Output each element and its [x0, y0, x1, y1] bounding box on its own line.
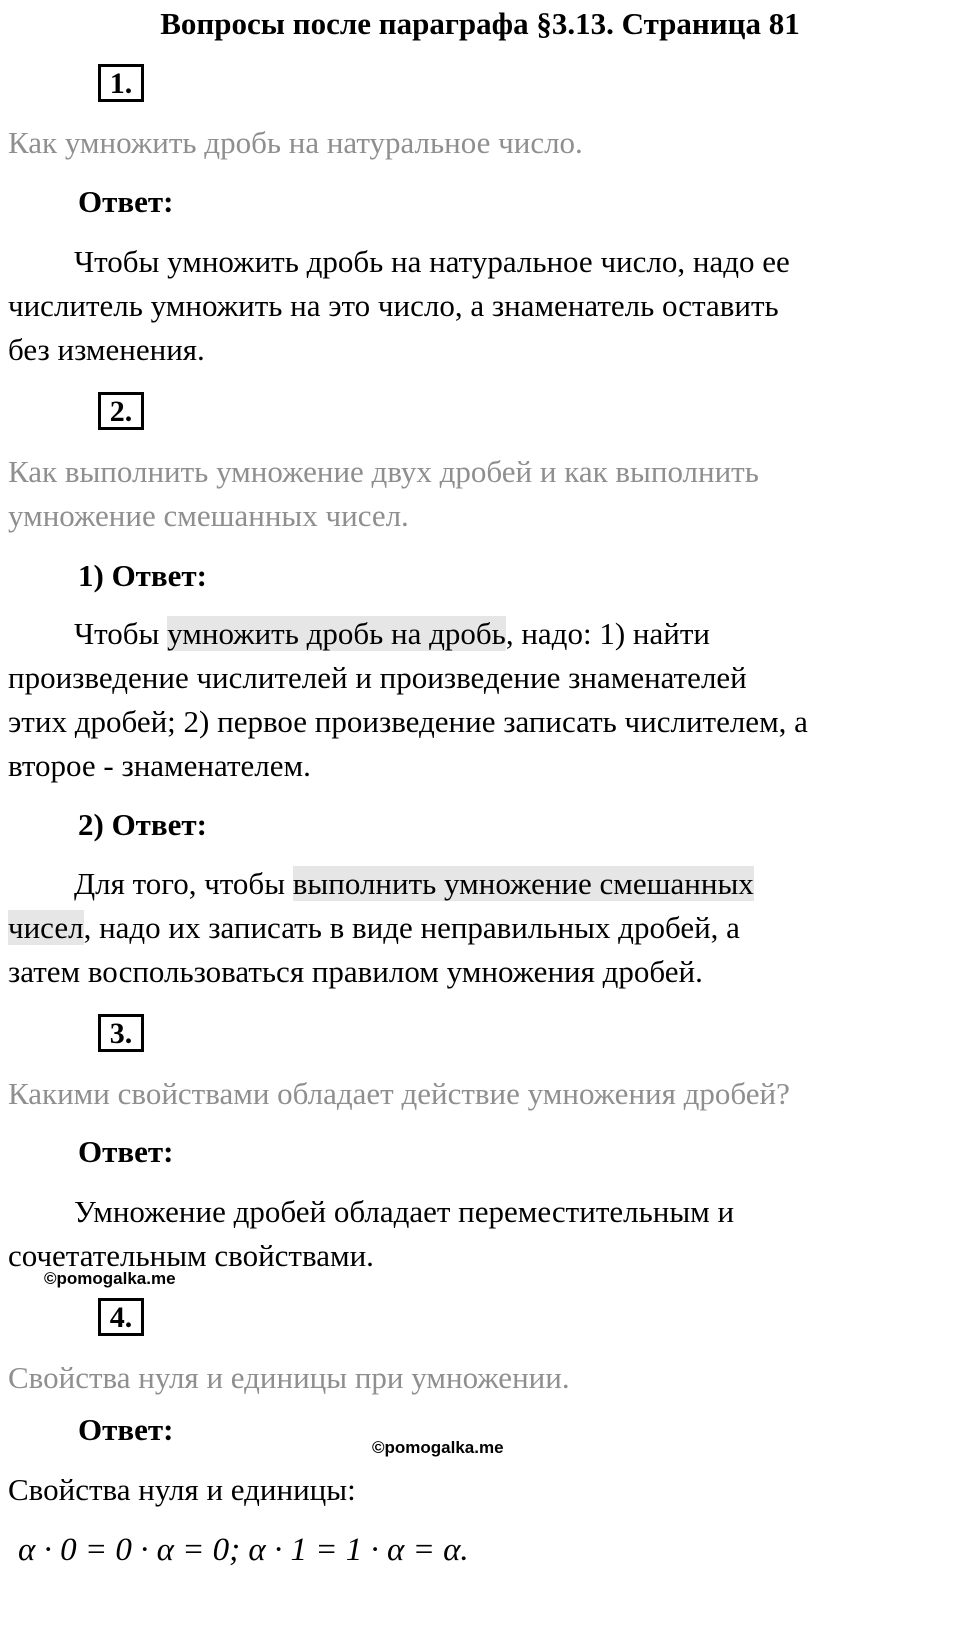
highlighted-term: чисел	[8, 910, 84, 945]
answer-1-line-1: Чтобы умножить дробь на натуральное число, надо ее	[74, 244, 790, 279]
answer-2-2-line-2-post: , надо их записать в виде неправильных дробей, а	[83, 910, 740, 945]
answer-label-1: Ответ:	[78, 184, 174, 219]
question-2-line-1: Как выполнить умножение двух дробей и как выполнить	[8, 454, 759, 489]
answer-label-2-1: 1) Ответ:	[78, 558, 207, 593]
highlighted-term: умножить дробь на дробь	[167, 616, 506, 651]
answer-label-3: Ответ:	[78, 1134, 174, 1169]
answer-3-line-1: Умножение дробей обладает переместительным и	[74, 1194, 735, 1229]
answer-1-line-2: числитель умножить на это число, а знаменатель оставить	[8, 288, 779, 323]
question-number-4: 4.	[98, 1298, 144, 1336]
question-4-text: Свойства нуля и единицы при умножении.	[8, 1360, 570, 1395]
formula: α · 0 = 0 · α = 0; α · 1 = 1 · α = α.	[18, 1532, 469, 1568]
question-number-3: 3.	[98, 1014, 144, 1052]
answer-label-4: Ответ:	[78, 1412, 174, 1447]
answer-4-line-1: Свойства нуля и единицы:	[8, 1472, 356, 1507]
answer-1-line-3: без изменения.	[8, 332, 205, 367]
question-1-text: Как умножить дробь на натуральное число.	[8, 125, 583, 160]
answer-2-2-line-2	[8, 906, 740, 950]
question-number-2: 2.	[98, 392, 144, 430]
page-title: Вопросы после параграфа §3.13. Страница 81	[160, 6, 800, 41]
answer-2-1-line-1-pre: Чтобы	[74, 616, 168, 651]
answer-2-1-line-4: второе - знаменателем.	[8, 748, 311, 783]
answer-label-2-2: 2) Ответ:	[78, 807, 207, 842]
highlighted-term: выполнить умножение смешанных	[292, 866, 754, 901]
answer-3-line-2: сочетательным свойствами.	[8, 1238, 374, 1273]
answer-2-1-line-1	[74, 612, 710, 656]
question-2-line-2: умножение смешанных чисел.	[8, 498, 409, 533]
question-number-1: 1.	[98, 64, 144, 102]
answer-2-1-line-3: этих дробей; 2) первое произведение записать числителем, а	[8, 704, 808, 739]
answer-2-2-line-3: затем воспользоваться правилом умножения дробей.	[8, 954, 703, 989]
question-3-text: Какими свойствами обладает действие умножения дробей?	[8, 1076, 790, 1111]
answer-2-1-line-1-post: , надо: 1) найти	[505, 616, 710, 651]
answer-2-1-line-2: произведение числителей и произведение знаменателей	[8, 660, 747, 695]
watermark: ©pomogalka.me	[372, 1438, 504, 1457]
watermark: ©pomogalka.me	[44, 1269, 176, 1288]
answer-2-2-line-1-pre: Для того, чтобы	[74, 866, 293, 901]
answer-2-2-line-1	[74, 862, 754, 906]
